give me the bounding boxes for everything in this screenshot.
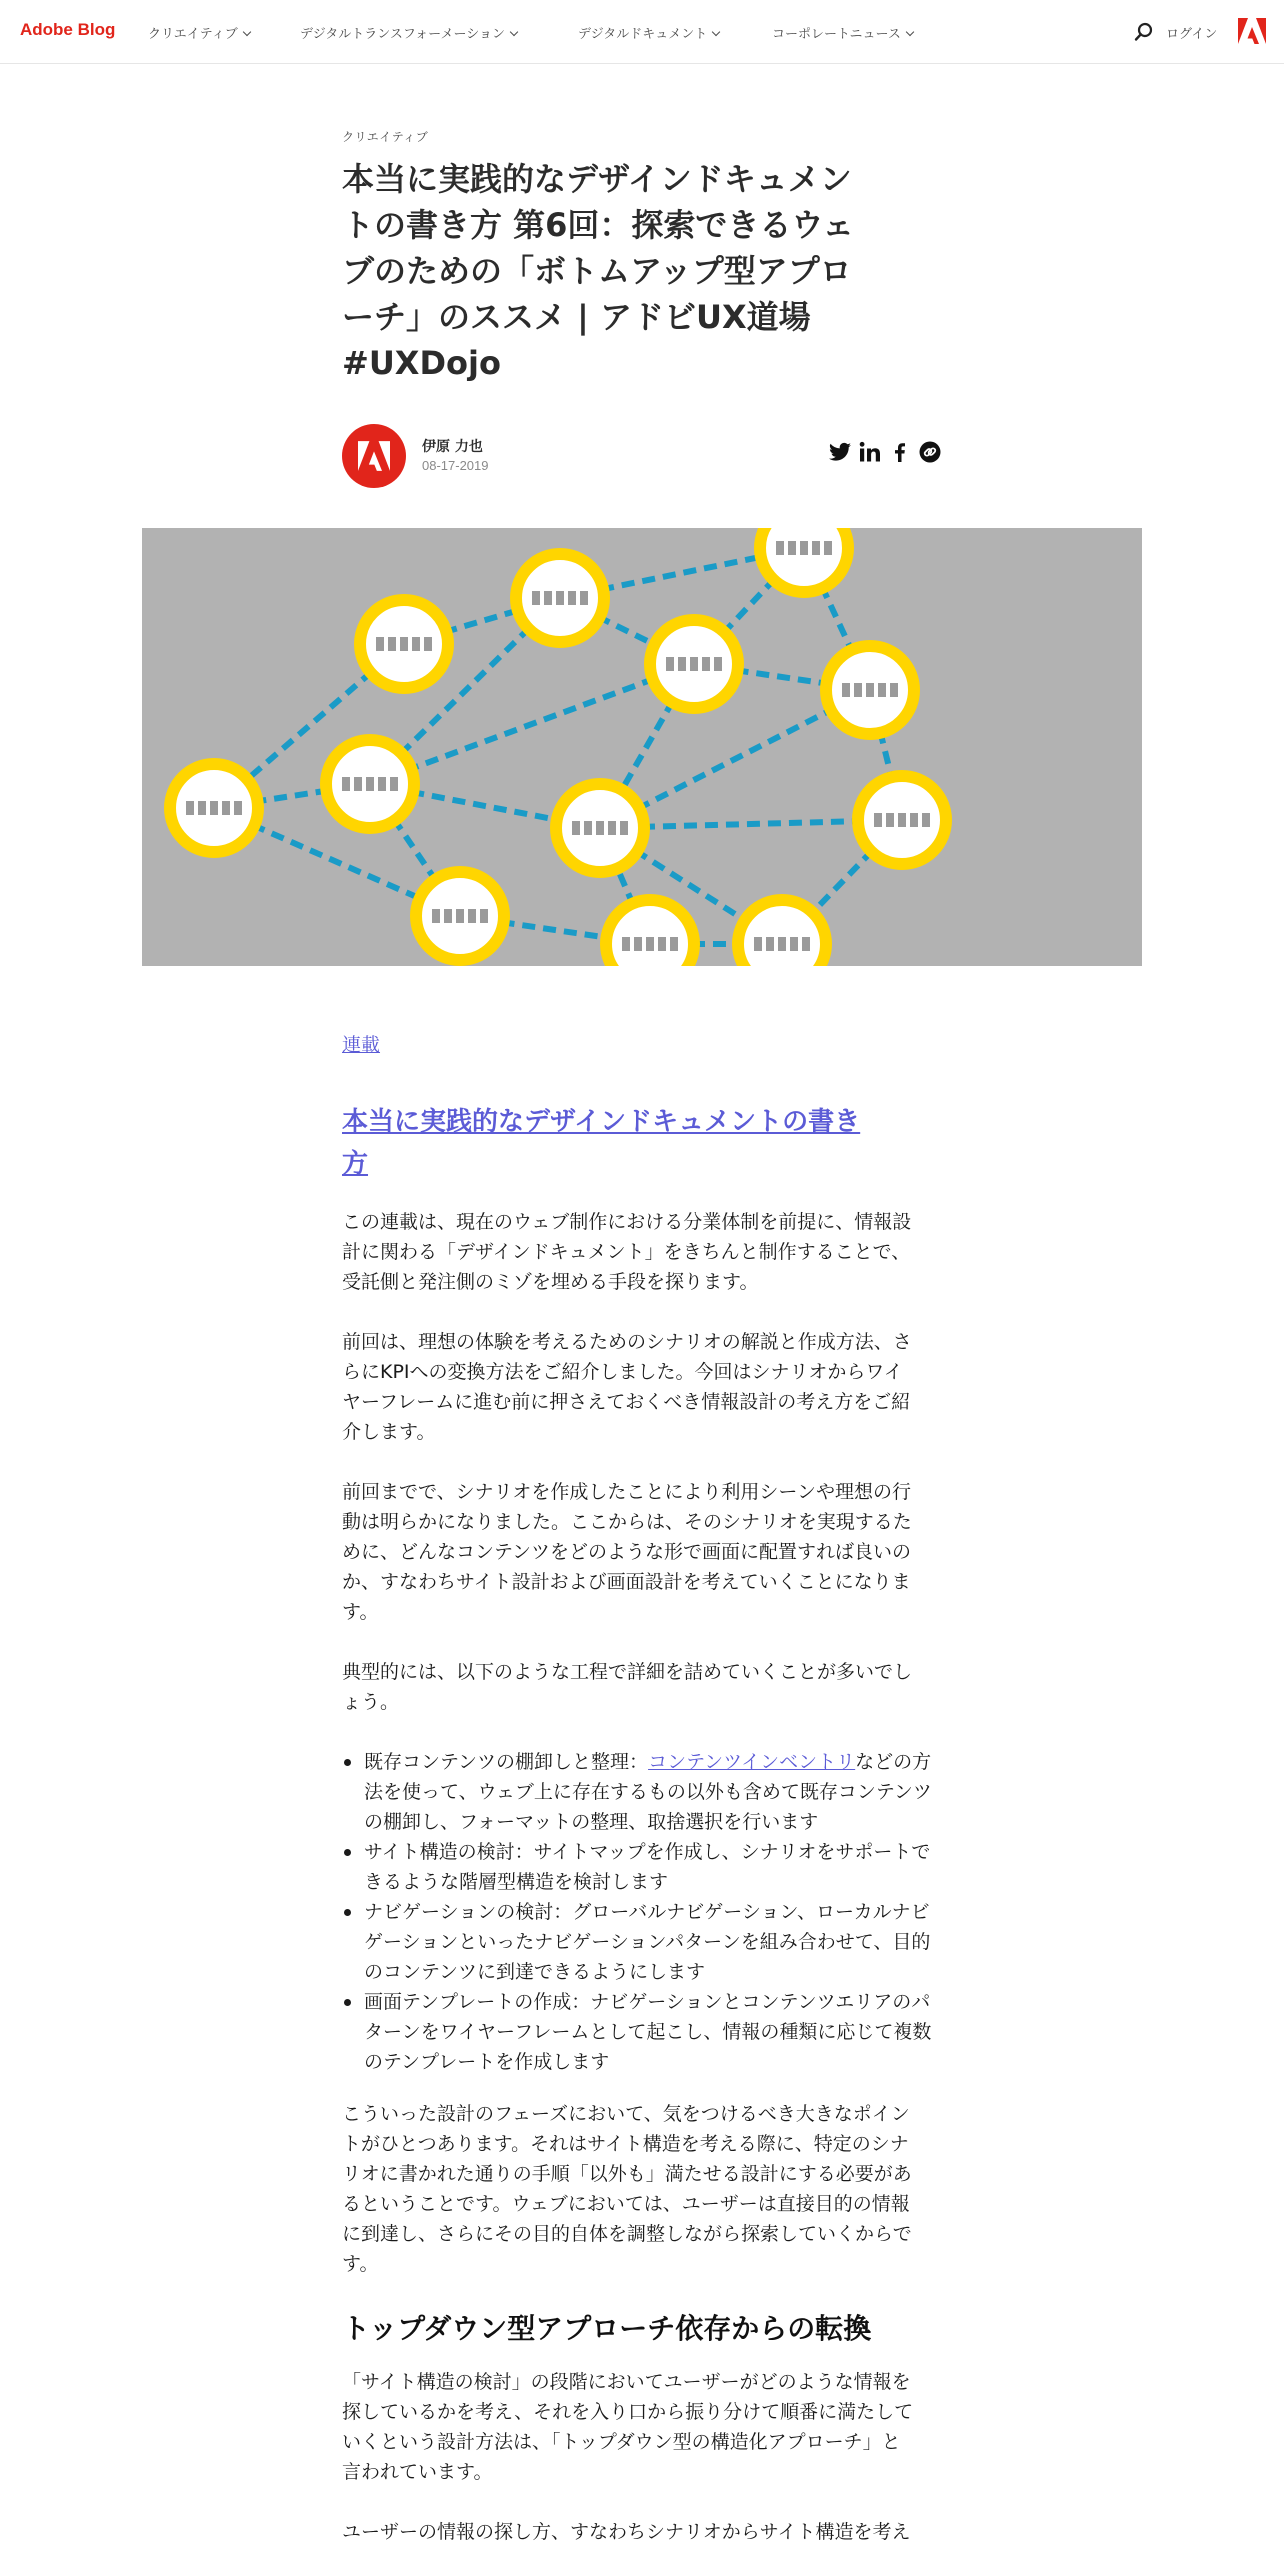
text-line: 前回は、理想の体験を考えるためのシナリオの解説と作成方法、さ <box>342 1331 912 1353</box>
network-node <box>556 784 644 872</box>
chevron-down-icon <box>906 28 914 36</box>
network-node <box>606 900 694 966</box>
list-item <box>342 1747 962 1837</box>
text-line: 典型的には、以下のような工程で詳細を詰めていくことが多いでし <box>342 1661 913 1683</box>
article-category[interactable]: クリエイティブ <box>342 130 429 144</box>
paragraph-cutoff <box>342 2517 942 2547</box>
adobe-logo-icon <box>358 440 390 472</box>
series-title-line: 方 <box>342 1149 369 1179</box>
text-line: いくという設計方法は、「トップダウン型の構造化アプローチ」と <box>342 2431 901 2453</box>
list-item <box>342 1987 962 2077</box>
chevron-down-icon <box>242 28 250 36</box>
network-node <box>170 764 258 852</box>
text-line: 介します。 <box>342 1421 436 1443</box>
text-line: 計に関わる「デザインドキュメント」をきちんと制作することで、 <box>342 1241 911 1263</box>
twitter-icon[interactable] <box>828 440 852 464</box>
nav-item-label: クリエイティブ <box>148 27 238 42</box>
text-fragment: などの方 <box>855 1751 932 1773</box>
series-link[interactable]: 連載 <box>342 1034 381 1056</box>
text-line: 「サイト構造の検討」の段階においてユーザーがどのような情報を <box>342 2371 911 2393</box>
text-line: す。 <box>342 2253 379 2275</box>
text-line: か、すなわちサイト設計および画面設計を考えていくことになりま <box>342 1571 911 1593</box>
text-line: のテンプレートを作成します <box>364 2051 610 2073</box>
text-line: のコンテンツに到達できるようにします <box>364 1961 706 1983</box>
text-line: 前回までで、シナリオを作成したことにより利用シーンや理想の行 <box>342 1481 912 1503</box>
brand-link[interactable]: Adobe Blog <box>20 20 116 39</box>
nav-item-creative[interactable] <box>148 23 250 42</box>
network-node <box>416 872 504 960</box>
nav-item-digital-document[interactable] <box>578 23 719 42</box>
network-node <box>650 620 738 708</box>
network-node <box>738 900 826 966</box>
text-line: す。 <box>342 1601 379 1623</box>
network-node <box>326 740 414 828</box>
title-line: #UXDojo <box>342 344 501 382</box>
text-line: ヤーフレームに進む前に押さえておくべき情報設計の考え方をご紹 <box>342 1391 911 1413</box>
text-line: の棚卸し、フォーマットの整理、取捨選択を行います <box>364 1811 819 1833</box>
publish-date: 08-17-2019 <box>422 458 489 473</box>
network-node <box>760 528 848 592</box>
author-avatar[interactable] <box>342 424 406 488</box>
linkedin-icon[interactable] <box>858 440 882 464</box>
network-node <box>858 776 946 864</box>
title-line: トの書き方 第6回：探索できるウェ <box>342 206 855 244</box>
hero-image <box>142 528 1142 966</box>
network-node <box>826 646 914 734</box>
section-heading: トップダウン型アプローチ依存からの転換 <box>342 2312 872 2345</box>
paragraph-intro <box>342 1207 942 1297</box>
text-line: ナビゲーションの検討：グローバルナビゲーション、ローカルナビ <box>364 1901 930 1923</box>
title-line: ブのための「ボトムアップ型アプロ <box>342 252 852 290</box>
paragraph-previous <box>342 1327 942 1447</box>
network-node <box>516 554 604 642</box>
paragraph-process <box>342 1657 942 1717</box>
process-list <box>342 1747 962 2077</box>
chevron-down-icon <box>510 28 518 36</box>
list-item-label: 既存コンテンツの棚卸しと整理： <box>364 1751 649 1773</box>
list-item <box>342 1897 962 1987</box>
author-name[interactable]: 伊原 力也 <box>422 439 483 455</box>
title-line: 本当に実践的なデザインドキュメン <box>342 160 852 198</box>
text-line: こういった設計のフェーズにおいて、気をつけるべき大きなポイン <box>342 2103 910 2125</box>
network-illustration <box>142 528 1142 966</box>
paragraph-key-point <box>342 2099 942 2279</box>
facebook-icon[interactable] <box>888 440 912 464</box>
nav-item-label: デジタルトランスフォーメーション <box>300 27 506 42</box>
text-line: らにKPIへの変換方法をご紹介しました。今回はシナリオからワイ <box>342 1361 903 1383</box>
top-navigation <box>0 0 1284 64</box>
list-item <box>342 1837 962 1897</box>
paragraph-scenario <box>342 1477 942 1627</box>
chevron-down-icon <box>712 28 720 36</box>
text-line: 動は明らかになりました。ここからは、そのシナリオを実現するた <box>342 1511 912 1533</box>
adobe-logo-icon[interactable] <box>1238 18 1266 44</box>
text-line: ユーザーの情報の探し方、すなわちシナリオからサイト構造を考え <box>342 2521 911 2543</box>
text-line: 言われています。 <box>342 2461 493 2483</box>
text-line: 法を使って、ウェブ上に存在するもの以外も含めて既存コンテンツ <box>364 1781 932 1803</box>
series-title-link[interactable] <box>342 1101 932 1185</box>
network-node <box>360 600 448 688</box>
nav-item-label: デジタルドキュメント <box>578 27 708 42</box>
text-line: トがひとつあります。それはサイト構造を考える際に、特定のシナ <box>342 2133 909 2155</box>
text-line: リオに書かれた通りの手順「以外も」満たせる設計にする必要があ <box>342 2163 912 2185</box>
text-line: 探しているかを考え、それを入り口から振り分けて順番に満たして <box>342 2401 914 2423</box>
paragraph-top-down <box>342 2367 942 2487</box>
text-line: きるような階層型構造を検討します <box>364 1871 669 1893</box>
login-link[interactable]: ログイン <box>1166 27 1218 42</box>
article-body <box>342 1030 962 2568</box>
nav-item-corporate-news[interactable] <box>772 23 913 42</box>
text-line: るということです。ウェブにおいては、ユーザーは直接目的の情報 <box>342 2193 910 2215</box>
series-title-line: 本当に実践的なデザインドキュメントの書き <box>342 1107 861 1137</box>
link-icon[interactable] <box>918 440 942 464</box>
title-line: ーチ」のススメ | アドビUX道場 <box>342 298 811 336</box>
text-line: 受託側と発注側のミゾを埋める手段を探ります。 <box>342 1271 759 1293</box>
article-title <box>342 156 942 386</box>
text-line: 画面テンプレートの作成：ナビゲーションとコンテンツエリアのパ <box>364 1991 931 2013</box>
nav-item-digital-transformation[interactable] <box>300 23 517 42</box>
text-line: ゲーションといったナビゲーションパターンを組み合わせて、目的 <box>364 1931 931 1953</box>
nav-item-label: コーポレートニュース <box>772 27 901 42</box>
text-line: ょう。 <box>342 1691 400 1713</box>
search-icon[interactable] <box>1134 22 1154 42</box>
text-line: に到達し、さらにその目的自体を調整しながら探索していくからで <box>342 2223 912 2245</box>
text-line: ターンをワイヤーフレームとして起こし、情報の種類に応じて複数 <box>364 2021 932 2043</box>
text-line: この連載は、現在のウェブ制作における分業体制を前提に、情報設 <box>342 1211 912 1233</box>
content-inventory-link[interactable]: コンテンツインベントリ <box>648 1751 856 1773</box>
text-line: サイト構造の検討：サイトマップを作成し、シナリオをサポートで <box>364 1841 931 1863</box>
text-line: めに、どんなコンテンツをどのような形で画面に配置すれば良いの <box>342 1541 912 1563</box>
